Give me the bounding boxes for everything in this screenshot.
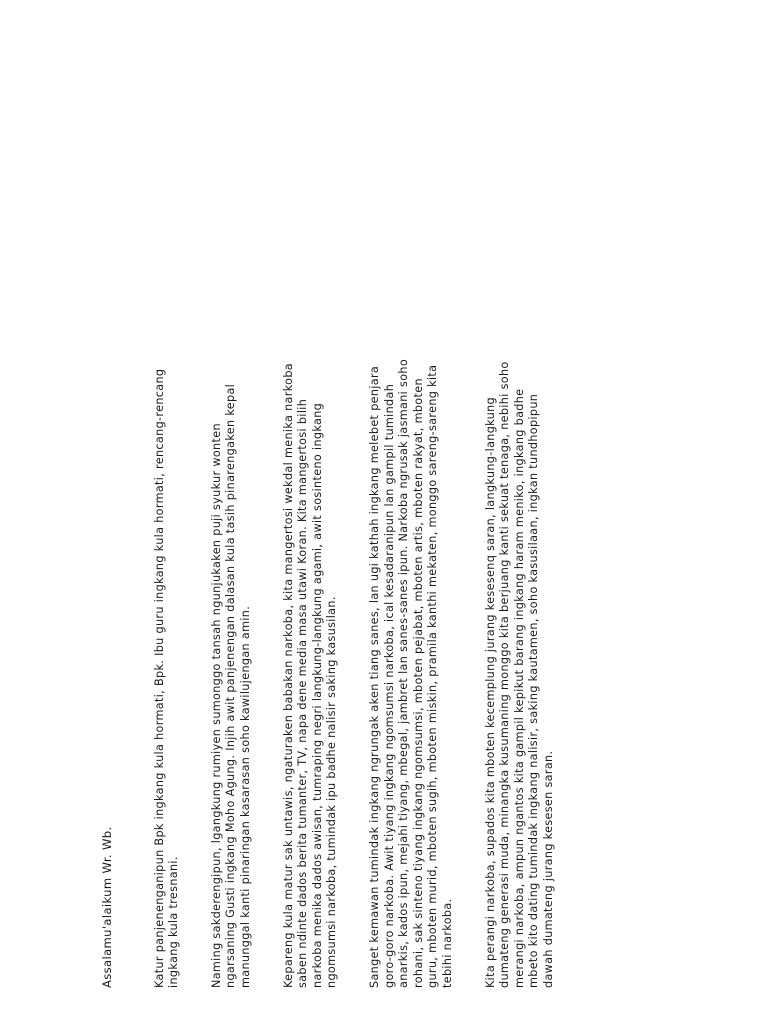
paragraph [484, 28, 557, 988]
text-line: manunggal kanti pinaringan kasarasan soho kawilujengan amin. [238, 605, 252, 988]
text-line: Naming sakderengipun, lgangkung rumiyen sumonggo tansah ngunjukaken puji syukur wonten [209, 423, 223, 988]
text-line: dawah dumateng jurang kesesen saran. [541, 750, 555, 988]
paragraph [282, 28, 340, 988]
text-line: ingkang kula tresnani. [167, 856, 181, 988]
text-line: anarkis, kados ipun, mejahi tiyang, mbegal, jambret lan sanes-sanes ipun. Narkoba ngrusak jasmani soho [397, 358, 411, 988]
text-line: tebihi narkoba. [440, 898, 454, 988]
text-line: saben ndinte dados berita tumanter, TV, napa dene media masa utawi Koran. Kita mangertosi bilih [296, 398, 310, 988]
text-line: dumateng generasi muda, minangka kusumaning monggo kita berjuang kanti sekuat tenaga, nebihi soho [498, 361, 512, 988]
text-line: Katur panjenenganipun Bpk ingkang kula hormati, Bpk. Ibu guru ingkang kula hormati, rencang-rencang [152, 368, 166, 988]
text-line: rohani, sak sinteno tiyang ingkang ngomsumsi, mboten pejabat, mboten artis, mboten rakyat, mboten [411, 378, 425, 988]
text-line: ngomsumsi narkoba, tumindak ipu badhe nalisir saking kasusilan. [325, 596, 339, 988]
text-line: narkoba menika dados awisan, tumraping negri langkung-langkung agami, awit sosinteno ingkang [310, 402, 324, 988]
greeting: Assalamu'alaikum Wr. Wb. [100, 826, 114, 988]
paragraph [153, 28, 182, 988]
text-line: Kita perangi narkoba, supados kita mboten kecemplung jurang kesesenq saran, langkung-langkung [483, 397, 497, 988]
text-line: merangi narkoba, ampun ngantos kita gampil kepikut barang ingkang haram meniko, ingkang badhe [512, 388, 526, 988]
text-line: guru, mboten murid, mboten sugih, mboten miskin, pramila kanthi mekaten, monggo sareng-sareng kita [426, 364, 440, 988]
paragraph-list [153, 28, 557, 988]
text-line: goro-goro narkoba. Awit tiyang ingkang ngomsumsi narkoba, ical kesadaranipun lan gampil tumindah [382, 383, 396, 988]
rotated-text-block [100, 28, 640, 988]
paragraph [368, 28, 456, 988]
paragraph [210, 28, 254, 988]
text-line: mbeto kito dating tumindak ingkang nalisir, saking kautamen, soho kasusilaan, ingkan tundhopipun [527, 393, 541, 988]
text-line: Sanget kemawan tumindak ingkang ngrungak aken tiang sanes, lan ugi kathah ingkang melebet penjara [367, 365, 381, 988]
text-line: Kepareng kula matur sak untawis, ngaturaken babakan narkoba, kita mangertosi wekdal menika narkoba [281, 363, 295, 988]
text-line: ngarsaning Gusti ingkang Moho Agung. Injih awit panjenengan dalasan kula tasih pinarengaken kepal [224, 383, 238, 988]
